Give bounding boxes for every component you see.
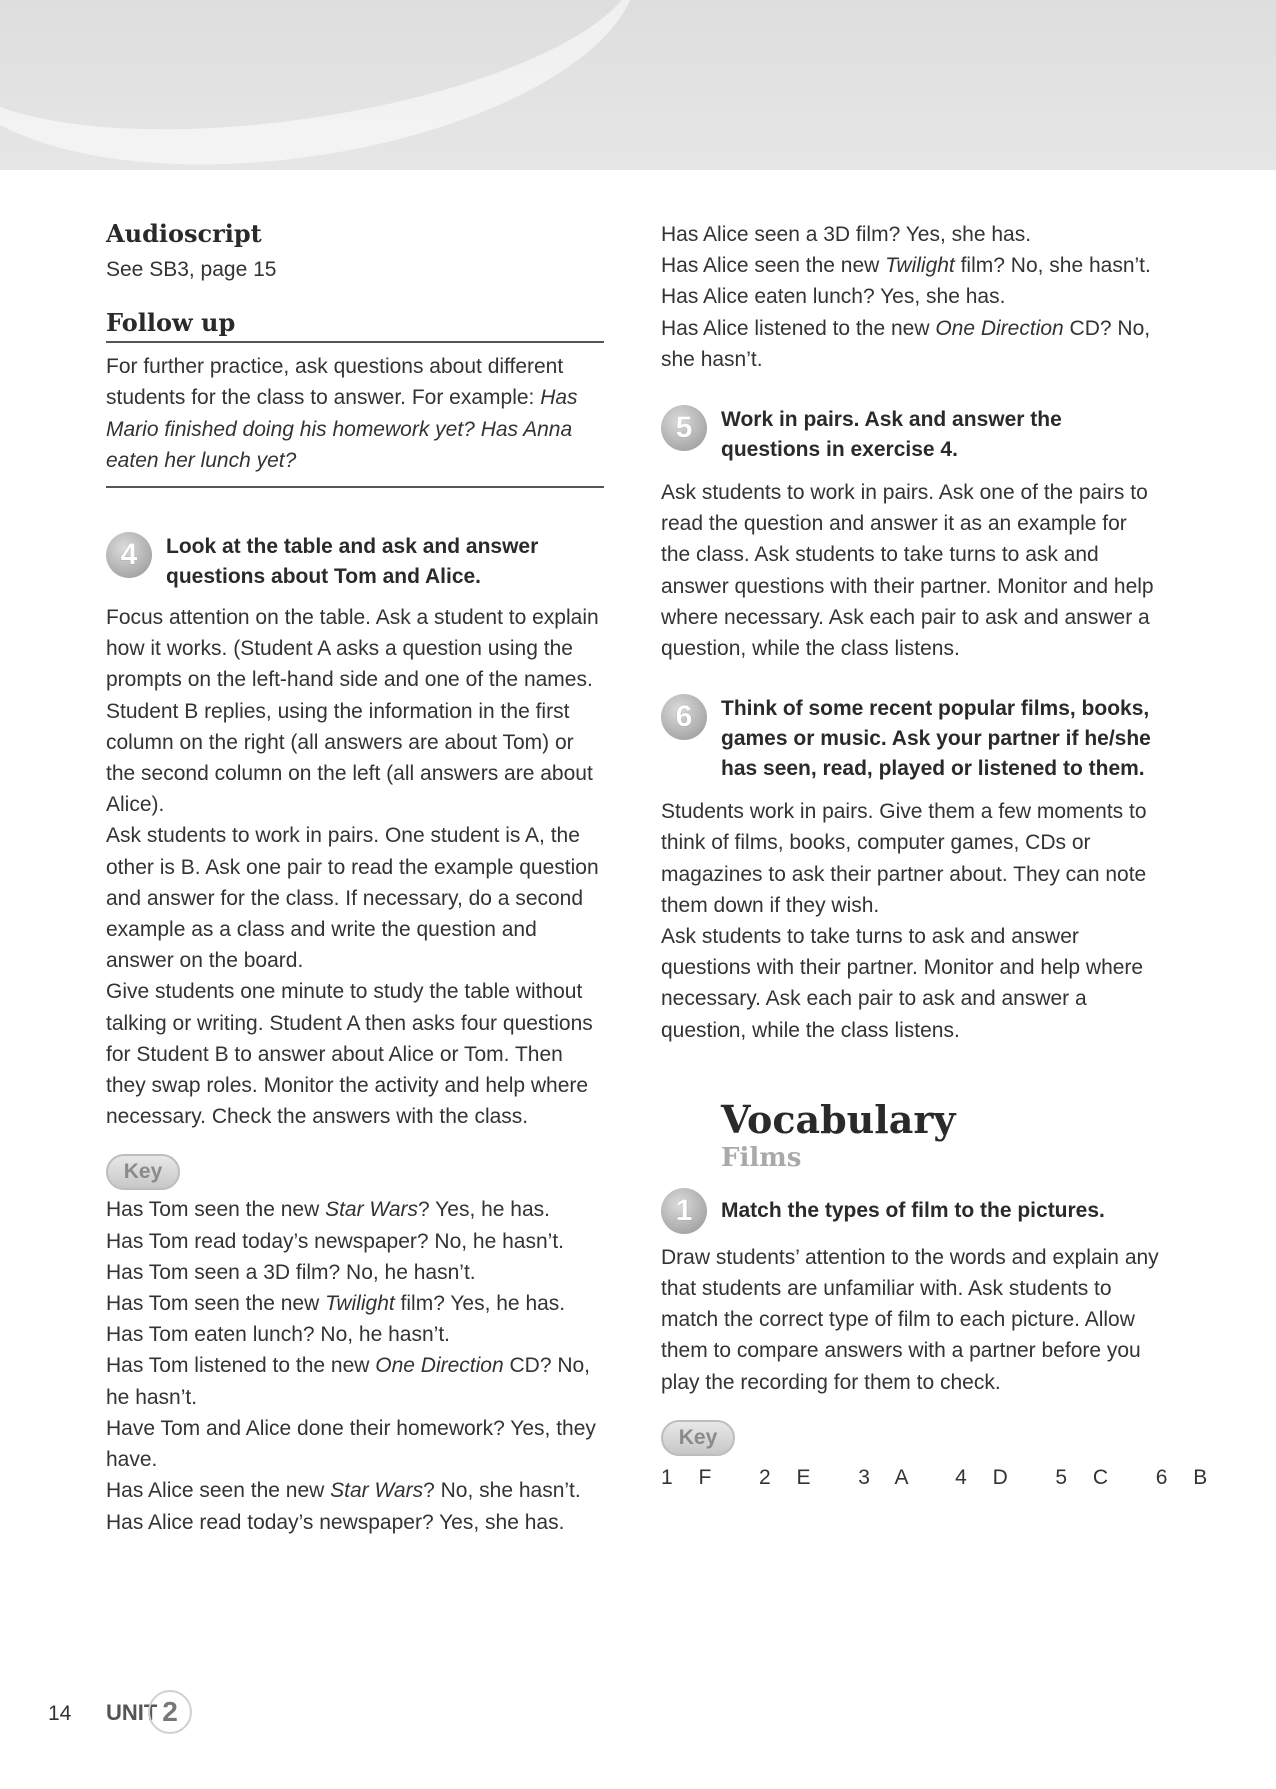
exercise-4-para-2: Ask students to work in pairs. One student is A, the other is B. Ask one pair to read the example question and answer for the class. If necessary, do a second example as a class and write the question and answer on the board.	[106, 824, 599, 973]
exercise-4-para-3: Give students one minute to study the table without talking or writing. Student A then asks four questions for Student B to answer about Alice or Tom. Then they swap roles. Monitor the activity and help where necessary. Check the answers with the class.	[106, 980, 593, 1129]
audioscript-heading: Audioscript	[106, 219, 262, 248]
exercise-5-para: Ask students to work in pairs. Ask one of the pairs to read the question and answer it as an example for the class. Ask students to take turns to ask and answer questions with their partner. Monitor and help where necessary. Ask each pair to ask and answer a question, while the class listens.	[661, 481, 1154, 661]
key-line: Has Tom read today’s newspaper? No, he hasn’t.	[106, 1229, 564, 1253]
vocabulary-section-heading	[661, 1098, 1161, 1174]
vocab-exercise-1-para: Draw students’ attention to the words and explain any that students are unfamiliar with. Ask students to match the correct type of film to each picture. Allow them to compare answers with a partner before you play the recording for them to check.	[661, 1245, 1159, 1394]
key-line: Has Alice seen the new Twilight film? No, she hasn’t.	[661, 254, 1151, 278]
exercise-number-badge: 4	[106, 532, 152, 578]
exercise-5-instruction: Work in pairs. Ask and answer the questions in exercise 4.	[721, 408, 1062, 462]
key-lines	[106, 1194, 604, 1537]
vocab-exercise-1-instruction: Match the types of film to the pictures.	[721, 1198, 1105, 1222]
key-line: Has Tom eaten lunch? No, he hasn’t.	[106, 1323, 450, 1347]
exercise-5-header	[661, 405, 1161, 465]
page-number: 14	[48, 1702, 72, 1725]
exercise-4-para-1: Focus attention on the table. Ask a student to explain how it works. (Student A asks a question using the prompts on the left-hand side and one of the names. Student B replies, using the information in the first column on the right (all answers are about Tom) or the second column on the left (all answers are about Alice).	[106, 606, 599, 817]
follow-up-bottom-rule	[106, 486, 604, 488]
exercise-number-badge: 5	[661, 405, 707, 451]
exercise-4-instruction: Look at the table and ask and answer questions about Tom and Alice.	[166, 535, 539, 589]
key-line: Has Alice eaten lunch? Yes, she has.	[661, 285, 1006, 309]
follow-up-top-rule	[106, 341, 604, 343]
unit-number-badge: 2	[148, 1690, 192, 1734]
exercise-4-key	[106, 1154, 604, 1537]
vocab-exercise-1-key	[661, 1420, 1212, 1493]
key-line: Has Alice listened to the new One Direction CD? No, she hasn’t.	[661, 316, 1151, 371]
exercise-number-badge: 1	[661, 1188, 707, 1234]
key-line: Has Tom listened to the new One Direction CD? No, he hasn’t.	[106, 1354, 591, 1409]
left-column	[106, 218, 604, 1538]
follow-up-text	[106, 351, 604, 476]
decorative-swoosh	[0, 0, 657, 170]
exercise-6-instruction: Think of some recent popular films, books, games or music. Ask your partner if he/she has seen, read, played or listened to them.	[721, 697, 1151, 781]
audioscript-text: See SB3, page 15	[106, 258, 277, 281]
exercise-4-header	[106, 532, 604, 592]
key-line: Has Alice seen a 3D film? Yes, she has.	[661, 223, 1032, 246]
key-badge: Key	[661, 1420, 735, 1456]
key-line: Has Tom seen the new Star Wars? Yes, he has.	[106, 1198, 550, 1222]
vocab-exercise-1-header	[661, 1188, 1161, 1234]
exercise-6-header	[661, 694, 1161, 784]
key-answers: 1 F 2 E 3 A 4 D 5 C 6 B	[661, 1465, 1212, 1489]
key-line: Has Alice seen the new Star Wars? No, she hasn’t.	[106, 1479, 581, 1503]
unit-label: UNIT	[106, 1700, 158, 1725]
key-line: Has Tom seen a 3D film? No, he hasn’t.	[106, 1260, 476, 1284]
follow-up-text-example: Has Mario finished doing his homework yet? Has Anna eaten her lunch yet?	[106, 386, 578, 472]
key-badge: Key	[106, 1154, 180, 1190]
exercise-6-para-2: Ask students to take turns to ask and answer questions with their partner. Monitor and help where necessary. Ask each pair to ask and answer a question, while the class listens.	[661, 925, 1144, 1042]
key-line: Has Tom seen the new Twilight film? Yes, he has.	[106, 1292, 566, 1316]
follow-up-heading: Follow up	[106, 308, 236, 338]
exercise-number-badge: 6	[661, 694, 707, 740]
key-continued	[661, 219, 1161, 375]
exercise-6-para-1: Students work in pairs. Give them a few moments to think of films, books, computer games, CDs or magazines to ask their partner about. They can note them down if they wish.	[661, 800, 1147, 917]
page-header-band	[0, 0, 1276, 170]
vocabulary-title: Vocabulary	[721, 1096, 956, 1142]
key-line: Has Alice read today’s newspaper? Yes, she has.	[106, 1510, 565, 1534]
right-column	[661, 219, 1212, 1493]
key-line: Have Tom and Alice done their homework? Yes, they have.	[106, 1416, 596, 1472]
vocabulary-subtitle: Films	[721, 1142, 802, 1173]
follow-up-text-plain: For further practice, ask questions about different students for the class to answer. For example:	[106, 355, 564, 410]
